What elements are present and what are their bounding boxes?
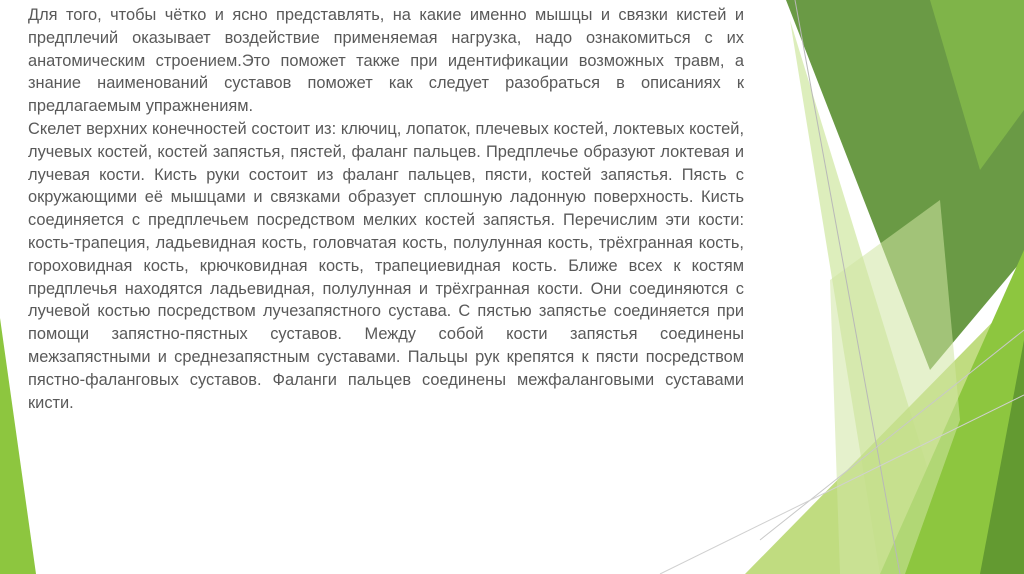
paragraph-intro: Для того, чтобы чётко и ясно представлять, на какие именно мышцы и связки кистей и предплечий оказывает воздействие применяемая нагрузка, надо ознакомиться с их анатомическим строением.Это поможет также при идентификации возможных травм, а знание наименований суставов поможет как следует разобраться в описаниях к предлагаемым упражнениям. [28,6,744,116]
paragraph-skeleton: Скелет верхних конечностей состоит из: ключиц, лопаток, плечевых костей, локтевых костей, лучевых костей, костей запястья, пястей, фаланг пальцев. Предплечье образуют локтевая и лучевая кости. Кисть руки состоит из фаланг пальцев, пясти, костей запястья. Пясть с окружающими её мышцами и связками образует сплошную ладонную поверхность. Кисть соединяется с предплечьем посредством мелких костей запястья. Перечислим эти кости: кость-трапеция, ладьевидная кость, головчатая кость, полулунная кость, трёхгранная кость, гороховидная кость, крючковидная кость, трапециевидная кость. Ближе всех к костям предплечья находятся ладьевидная, полулунная и трёхгранная кости. Они соединяются с лучевой костью посредством лучезапястного сустава. С пястью запястье соединяется при помощи запястно-пястных суставов. Между собой кости запястья соединены межзапястными и среднезапястным суставами. Пальцы рук крепятся к пясти посредством пястно-фаланговых суставов. Фаланги пальцев соединены межфаланговыми суставами кисти. [28,119,744,412]
body-text-block [28,4,744,414]
